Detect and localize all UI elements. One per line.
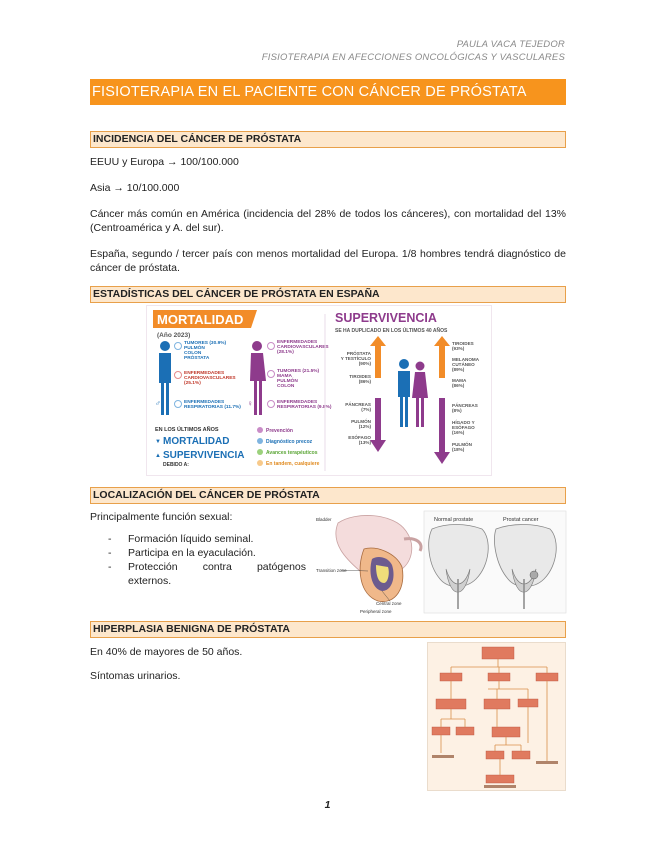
svg-text:ESÓFAGO: ESÓFAGO <box>452 425 475 430</box>
paragraph-america: Cáncer más común en América (incidencia del 28% de todos los cánceres), con mortalidad del 13% (Centroamérica y A. del sur). <box>90 208 566 234</box>
svg-text:DEBIDO A:: DEBIDO A: <box>163 462 189 468</box>
section-heading-hiperplasia: HIPERPLASIA BENIGNA DE PRÓSTATA <box>90 621 566 638</box>
svg-text:PÁNCREAS: PÁNCREAS <box>345 402 371 407</box>
survival-title: SUPERVIVENCIA <box>335 311 437 325</box>
paragraph-funcion-sexual: Principalmente función sexual: <box>90 511 233 523</box>
svg-text:Prevención: Prevención <box>266 428 293 434</box>
paragraph-sintomas: Síntomas urinarios. <box>90 670 181 682</box>
svg-text:(18%): (18%) <box>452 447 465 452</box>
svg-text:RESPIRATORIAS (9.8%): RESPIRATORIAS (9.8%) <box>277 405 332 410</box>
section-heading-localizacion: LOCALIZACIÓN DEL CÁNCER DE PRÓSTATA <box>90 487 566 504</box>
svg-text:Transition zone: Transition zone <box>316 568 347 573</box>
svg-text:Avances terapéuticos: Avances terapéuticos <box>266 450 318 456</box>
svg-text:▲: ▲ <box>155 453 161 459</box>
svg-text:(93%): (93%) <box>452 346 465 351</box>
svg-text:(28.1%): (28.1%) <box>277 350 294 355</box>
svg-text:ENFERMEDADES: ENFERMEDADES <box>184 400 225 405</box>
svg-text:Diagnóstico precoz: Diagnóstico precoz <box>266 439 313 445</box>
prostate-anatomy-figure <box>316 509 568 616</box>
survival-man-figure <box>398 359 410 427</box>
svg-text:Prostat cancer: Prostat cancer <box>503 517 539 523</box>
svg-text:PULMÓN: PULMÓN <box>351 419 371 424</box>
list-item: - Formación líquido seminal. <box>108 533 254 545</box>
svg-text:(8%): (8%) <box>452 408 462 413</box>
svg-text:SUPERVIVENCIA: SUPERVIVENCIA <box>163 450 245 461</box>
header-subject: FISIOTERAPIA EN AFECCIONES ONCOLÓGICAS Y VASCULARES <box>261 52 565 63</box>
svg-text:TUMORES (30.9%): TUMORES (30.9%) <box>184 341 227 346</box>
svg-text:EN LOS ÚLTIMOS AÑOS: EN LOS ÚLTIMOS AÑOS <box>155 427 219 433</box>
svg-text:Bladder: Bladder <box>316 517 332 522</box>
svg-text:PULMÓN: PULMÓN <box>452 442 472 447</box>
page-number: 1 <box>324 799 331 811</box>
svg-text:PRÓSTATA: PRÓSTATA <box>346 351 371 356</box>
mortality-title: MORTALIDAD <box>157 312 244 327</box>
svg-text:En tandem, cualquiere: En tandem, cualquiere <box>266 461 320 467</box>
svg-text:MAMA: MAMA <box>277 374 292 379</box>
svg-text:CUTÁNEO: CUTÁNEO <box>452 362 475 367</box>
svg-text:▼: ▼ <box>155 439 161 445</box>
header-author: PAULA VACA TEJEDOR <box>456 39 565 50</box>
svg-text:(Año 2023): (Año 2023) <box>157 332 191 339</box>
section-heading-incidencia: INCIDENCIA DEL CÁNCER DE PRÓSTATA <box>90 131 566 148</box>
svg-text:ESÓFAGO: ESÓFAGO <box>348 435 371 440</box>
svg-text:(7%): (7%) <box>361 407 371 412</box>
list-item: - Participa en la eyaculación. <box>108 547 256 559</box>
svg-text:(90%): (90%) <box>358 361 371 366</box>
section-heading-estadisticas: ESTADÍSTICAS DEL CÁNCER DE PRÓSTATA EN ESPAÑA <box>90 286 566 303</box>
hbp-flowchart-figure <box>427 642 566 791</box>
function-list <box>108 532 306 588</box>
svg-text:MELANOMA: MELANOMA <box>452 357 480 362</box>
svg-text:Y TESTÍCULO: Y TESTÍCULO <box>340 356 371 361</box>
survival-woman-figure <box>412 362 428 428</box>
svg-text:CARDIOVASCULARES: CARDIOVASCULARES <box>184 376 236 381</box>
svg-text:MAMA: MAMA <box>452 378 467 383</box>
svg-text:TIROIDES: TIROIDES <box>349 374 371 379</box>
list-item: - Protección contra patógenos externos. <box>108 561 306 587</box>
document-title: FISIOTERAPIA EN EL PACIENTE CON CÁNCER DE PRÓSTATA <box>90 79 566 105</box>
svg-text:TIROIDES: TIROIDES <box>452 341 474 346</box>
svg-text:ENFERMEDADES: ENFERMEDADES <box>184 371 225 376</box>
paragraph-asia: Asia → 10/100.000 <box>90 182 180 194</box>
svg-text:PRÓSTATA: PRÓSTATA <box>184 356 210 361</box>
svg-text:PÁNCREAS: PÁNCREAS <box>452 403 478 408</box>
svg-text:RESPIRATORIAS (11.7%): RESPIRATORIAS (11.7%) <box>184 405 241 410</box>
page-header <box>262 38 565 64</box>
statistics-infographic <box>146 305 492 476</box>
svg-text:COLON: COLON <box>277 384 295 389</box>
svg-text:MORTALIDAD: MORTALIDAD <box>163 436 230 447</box>
svg-text:(12%): (12%) <box>358 424 371 429</box>
svg-text:(16%): (16%) <box>452 430 465 435</box>
svg-text:TUMORES (21.5%): TUMORES (21.5%) <box>277 369 320 374</box>
svg-text:SE HA DUPLICADO EN LOS ÚLTIMOS: SE HA DUPLICADO EN LOS ÚLTIMOS 40 AÑOS <box>335 328 448 334</box>
svg-text:PULMÓN: PULMÓN <box>184 346 205 351</box>
paragraph-espana: España, segundo / tercer país con menos mortalidad del Europa. 1/8 hombres tendrá diagnóstico de cáncer de próstata. <box>90 248 566 274</box>
svg-text:PULMÓN: PULMÓN <box>277 379 298 384</box>
svg-text:(89%): (89%) <box>452 367 465 372</box>
svg-text:HÍGADO Y: HÍGADO Y <box>452 420 475 425</box>
svg-text:(25.1%): (25.1%) <box>184 381 201 386</box>
paragraph-eeuu: EEUU y Europa → 100/100.000 <box>90 156 239 168</box>
svg-text:COLON: COLON <box>184 351 202 356</box>
svg-text:Central zone: Central zone <box>376 601 402 606</box>
svg-text:(86%): (86%) <box>452 383 465 388</box>
svg-text:ENFERMEDADES: ENFERMEDADES <box>277 340 318 345</box>
svg-text:(13%): (13%) <box>358 440 371 445</box>
paragraph-incidencia-hbp: En 40% de mayores de 50 años. <box>90 646 243 658</box>
svg-text:(86%): (86%) <box>358 379 371 384</box>
svg-text:♂: ♂ <box>155 399 161 408</box>
svg-text:Normal prostate: Normal prostate <box>434 517 474 523</box>
svg-text:ENFERMEDADES: ENFERMEDADES <box>277 400 318 405</box>
svg-text:♀: ♀ <box>247 399 253 408</box>
svg-text:CARDIOVASCULARES: CARDIOVASCULARES <box>277 345 329 350</box>
svg-text:Peripheral zone: Peripheral zone <box>360 609 392 614</box>
